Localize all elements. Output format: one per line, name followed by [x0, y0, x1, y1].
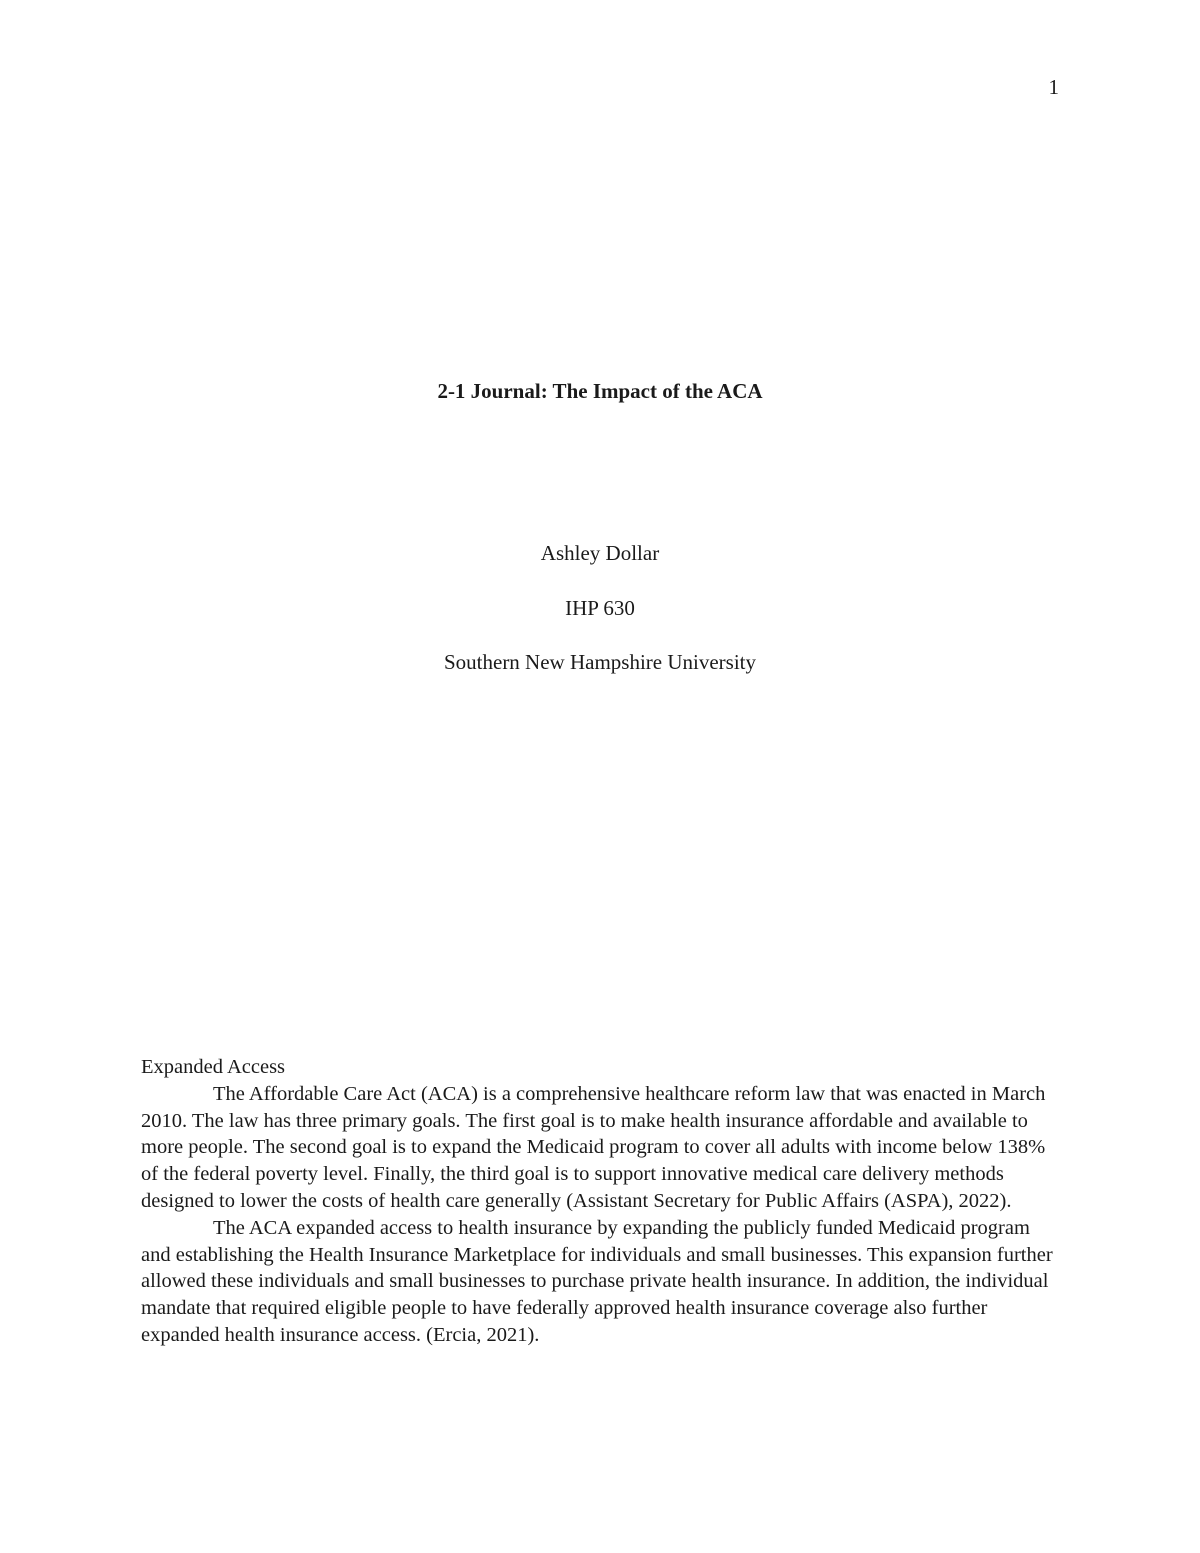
paragraph-2: The ACA expanded access to health insurance by expanding the publicly funded Medicaid program and establishing the Health Insurance Marketplace for individuals and small businesses. This expansion further allowed these individuals and small businesses to purchase private health insurance. In addition, the individual mandate that required eligible people to have federally approved health insurance coverage also further expanded health insurance access. (Ercia, 2021).: [141, 1216, 1053, 1346]
document-title: 2-1 Journal: The Impact of the ACA: [437, 379, 763, 403]
section-heading: Expanded Access: [141, 1056, 286, 1078]
page-number: 1: [1048, 75, 1059, 99]
body-section: [141, 1054, 1061, 1349]
institution-name: Southern New Hampshire University: [443, 650, 757, 674]
course-code: IHP 630: [565, 596, 635, 620]
paragraph-1: The Affordable Care Act (ACA) is a comprehensive healthcare reform law that was enacted in March 2010. The law has three primary goals. The first goal is to make health insurance affordable and available to more people. The second goal is to expand the Medicaid program to cover all adults with income below 138% of the federal poverty level. Finally, the third goal is to support innovative medical care delivery methods designed to lower the costs of health care generally (Assistant Secretary for Public Affairs (ASPA), 2022).: [141, 1082, 1046, 1212]
author-name: Ashley Dollar: [540, 541, 660, 565]
